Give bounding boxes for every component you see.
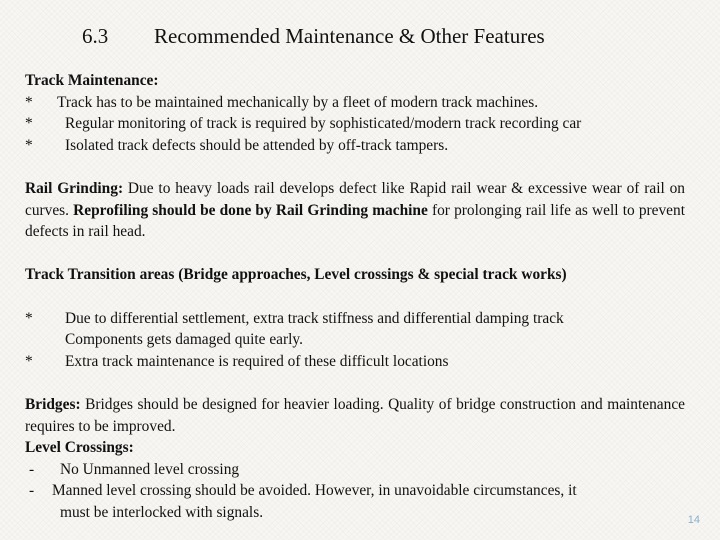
track-maintenance-item-text: Isolated track defects should be attended by off-track tampers. [65, 136, 449, 154]
bridges-paragraph [25, 394, 685, 437]
bullet-mark: * [25, 309, 33, 327]
bullet-mark: * [25, 352, 33, 370]
track-maintenance-item [25, 92, 685, 114]
transition-item-text: Due to differential settlement, extra track stiffness and differential damping track [65, 309, 564, 327]
level-crossings-item [25, 480, 685, 502]
rail-grinding-heading: Rail Grinding: [25, 179, 124, 197]
track-maintenance-item-text: Regular monitoring of track is required by sophisticated/modern track recording car [65, 115, 582, 133]
transition-item-continuation [25, 329, 685, 351]
bullet-mark: * [25, 115, 33, 133]
spacer [25, 156, 685, 178]
track-maintenance-item-text: Track has to be maintained mechanically by a fleet of modern track machines. [57, 93, 539, 111]
transition-item [25, 308, 685, 330]
section-title: Recommended Maintenance & Other Features [154, 24, 545, 48]
transition-heading: Track Transition areas (Bridge approaches, Level crossings & special track works) [25, 266, 567, 284]
bullet-mark: * [25, 93, 33, 111]
transition-item-text: Extra track maintenance is required of these difficult locations [65, 352, 449, 370]
level-crossings-item-text: Manned level crossing should be avoided. However, in unavoidable circumstances, it [52, 482, 577, 500]
rail-grinding-emphasis: Reprofiling should be done by Rail Grinding machine [73, 201, 428, 219]
level-crossings-item [25, 459, 685, 481]
dash-mark: - [29, 460, 35, 478]
rail-grinding-text: Due to heavy loads rail develops defect like Rapid rail wear & excessive wear of rail on curves. [25, 179, 685, 219]
spacer [25, 286, 685, 308]
track-maintenance-item [25, 135, 685, 157]
page-number: 14 [687, 514, 700, 526]
level-crossings-item-text: No Unmanned level crossing [60, 460, 240, 478]
rail-grinding-paragraph [25, 178, 685, 243]
track-maintenance-item [25, 113, 685, 135]
transition-item [25, 351, 685, 373]
dash-mark: - [29, 482, 35, 500]
spacer [25, 372, 685, 394]
rail-grinding-text-end: for prolonging rail life as well to prevent defects in rail head. [25, 201, 685, 241]
bridges-text: Bridges should be designed for heavier loading. Quality of bridge construction and maintenance requires to be improved. [25, 395, 685, 435]
bridges-heading: Bridges: [25, 395, 81, 413]
bullet-mark: * [25, 136, 33, 154]
level-crossings-item-continuation: must be interlocked with signals. [60, 503, 264, 521]
track-maintenance-heading: Track Maintenance: [25, 72, 159, 89]
transition-item-text-cont: Components gets damaged quite early. [65, 331, 303, 349]
slide-content [25, 70, 685, 523]
section-number: 6.3 [82, 24, 109, 48]
spacer [25, 243, 685, 265]
level-crossings-heading: Level Crossings: [25, 439, 134, 457]
